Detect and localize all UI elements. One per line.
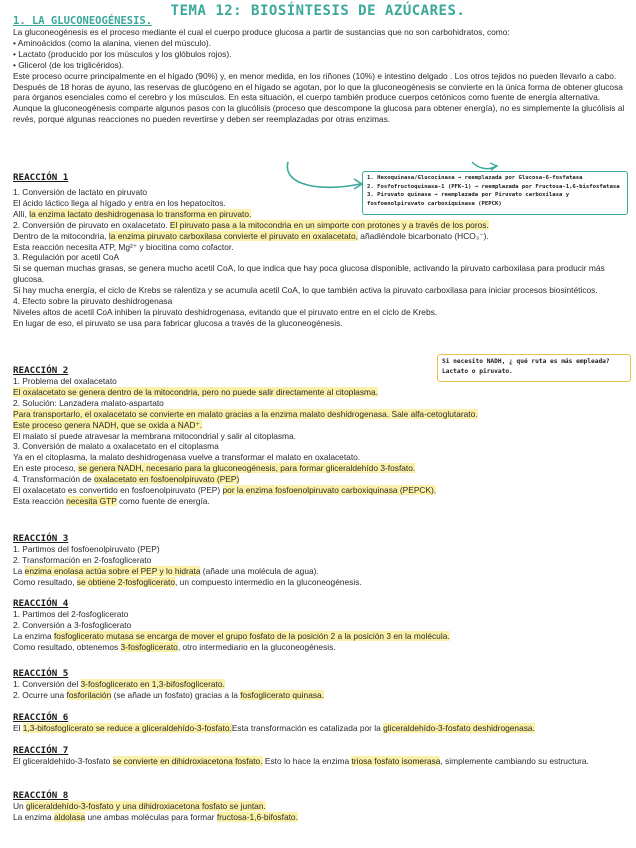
text-line: 1. Conversión de lactato en piruvato [13,187,148,197]
reaction-6-block [13,712,625,734]
reaction-1-heading: REACCIÓN 1 [13,172,69,183]
highlight: enzima enolasa actúa sobre el PEP y lo hidrata [24,565,201,576]
question-note [437,354,631,382]
text-line: 3. Regulación por acetil CoA [13,252,120,263]
highlight: se genera NADH, necesario para la gluconeogénesis, para formar gliceraldehído 3-fosfato. [78,463,416,474]
highlight: 1,3-bifosfoglicerato se reduce a gliceraldehído-3-fosfato. [22,723,232,733]
highlight: oxalacetato en fosfoenolpiruvato (PEP) [94,474,240,485]
text-line: 1. Conversión del 3-fosfoglicerato en 1,3-bifosfoglicerato. [13,679,225,689]
text-line: En lugar de eso, el piruvato se usa para fabricar glucosa a través de la gluconeogénesis. [13,317,343,328]
highlight: 3-fosfoglicerato en 1,3-bifosfoglicerato. [80,679,225,689]
reaction-2-heading: REACCIÓN 2 [13,365,69,376]
intro-line: Este proceso ocurre principalmente en el hígado (90%) y, en menor medida, en los riñones (10%) e intestino delgado . Los otros tejidos no pueden llevarlo a cabo. [13,70,617,81]
text-line: 3. Conversión de malato a oxalacetato en el citoplasma [13,441,219,452]
intro-line: La gluconeogénesis es el proceso mediante el cual el cuerpo produce glucosa a partir de sustancias que no son carbohidratos, como: [13,27,510,37]
reaction-4-heading: REACCIÓN 4 [13,598,69,609]
reaction-3-heading: REACCIÓN 3 [13,533,69,544]
highlight: gliceraldehído-3-fosfato y una dihidroxiacetona fosfato se juntan. [26,801,266,811]
intro-line: • Lactato (producido por los músculos y los glóbulos rojos). [13,48,232,59]
note-line: Si necesito NADH, ¿ qué ruta es más empleada? [442,358,610,365]
intro-line: • Glicerol (de los triglicéridos). [13,59,124,70]
reaction-1-block [13,187,625,329]
note-line: fosfoenolpiruvato carboxiquinasa (PEPCK) [367,200,502,207]
text-line: 2. Transformación en 2-fosfoglicerato [13,554,152,565]
note-line: 1. Hexoquinasa/Glucocinasa → reemplazada por Glucosa-6-fosfatasa [367,175,583,181]
text-line: El 1,3-bifosfoglicerato se reduce a gliceraldehído-3-fosfato.Esta transformación es catalizada por la gliceraldehído-3-fosfato deshidrogenasa. [13,723,535,733]
highlight: fosfoglicerato quinasa. [240,689,325,700]
text-line: La enzima fosfoglicerato mutasa se encarga de mover el grupo fosfato de la posición 2 a la posición 3 en la molécula. [13,630,450,641]
highlight: se convierte en dihidroxiacetona fosfato. [112,756,263,766]
text-line [13,387,625,398]
reaction-5-heading: REACCIÓN 5 [13,668,69,679]
text-line: Como resultado, obtenemos 3-fosfoglicerato, otro intermediario en la gluconeogénesis. [13,641,336,652]
intro-line: • Aminoácidos (como la alanina, vienen del músculo). [13,37,211,48]
text-line: Esta reacción necesita GTP como fuente de energía. [13,495,210,506]
section-heading: 1. LA GLUCONEOGÉNESIS. [13,15,153,27]
note-line: 3. Piruvato quinasa → reemplazada por Piruvato carboxilasa y [367,192,570,199]
note-line: Lactato o piruvato. [442,368,513,375]
highlight: fosforilación [66,689,112,700]
text-line: El oxalacetato es convertido en fosfoenolpiruvato (PEP) por la enzima fosfoenolpiruvato carboxiquinasa (PEPCK). [13,485,437,496]
highlight: El piruvato pasa a la mitocondria en un simporte con protones y a través de los poros. [169,219,489,230]
text-line [13,409,625,420]
highlight: Este proceso genera NADH, que se oxida a NAD⁺. [13,419,203,430]
text-line: 2. Solución: Lanzadera malato-aspartato [13,397,164,408]
text-line: Dentro de la mitocondria, la enzima piruvato carboxilasa convierte el piruvato en oxalacetato, añadiéndole bicarbonato (HCO₃⁻). [13,230,489,241]
reaction-7-heading: REACCIÓN 7 [13,745,69,756]
text-line: Ya en el citoplasma, la malato deshidrogenasa vuelve a transformar el malato en oxalacetato. [13,452,361,463]
reaction-8-heading: REACCIÓN 8 [13,790,69,801]
text-line: En este proceso, se genera NADH, necesario para la gluconeogénesis, para formar gliceraldehído 3-fosfato. [13,463,416,474]
text-line: La enzima aldolasa une ambas moléculas para formar fructosa-1,6-bifosfato. [13,811,298,822]
reaction-5-block [13,668,625,701]
text-line: Si hay mucha energía, el ciclo de Krebs se ralentiza y se acumula acetil CoA, lo que también activa la piruvato carboxilasa para iniciar procesos biosintéticos. [13,285,598,296]
highlight: necesita GTP [66,495,117,506]
text-line: La enzima enolasa actúa sobre el PEP y lo hidrata (añade una molécula de agua). [13,565,319,576]
text-line: 2. Conversión de piruvato en oxalacetato. El piruvato pasa a la mitocondria en un simporte con protones y a través de los poros. [13,219,489,230]
note-line: 2. Fosfofructoquinasa-1 (PFK-1) → reemplazada por Fructosa-1,6-bisfosfatasa [367,183,620,190]
highlight: se obtiene 2-fosfoglicerato [76,576,176,587]
highlight: la enzima lactato deshidrogenasa lo transforma en piruvato. [29,208,252,219]
text-line: Como resultado, se obtiene 2-fosfoglicerato, un compuesto intermedio en la gluconeogénesis. [13,576,362,587]
highlight: por la enzima fosfoenolpiruvato carboxiquinasa (PEPCK). [222,485,437,496]
highlight: El oxalacetato se genera dentro de la mitocondria, pero no puede salir directamente al citoplasma. [13,386,378,397]
text-line: 1. Partimos del fosfoenolpiruvato (PEP) [13,544,160,554]
intro-line: Después de 18 horas de ayuno, las reservas de glucógeno en el hígado se agotan, por lo que la gluconeogénesis se convierte en la única forma de obtener glucosa para órganos esenciales como el cerebro y los músculos. En esta situación, el cuerpo también produce cuerpos cetónicos como fuente de energía alternativa. [13,81,623,103]
highlight: aldolasa [53,811,86,822]
text-line: Allí, la enzima lactato deshidrogenasa lo transforma en piruvato. [13,208,252,219]
text-line: Un gliceraldehído-3-fosfato y una dihidroxiacetona fosfato se juntan. [13,801,266,811]
reaction-1-header [13,172,358,183]
text-line: 1. Problema del oxalacetato [13,376,117,386]
text-line: 2. Ocurre una fosforilación (se añade un fosfato) gracias a la fosfoglicerato quinasa. [13,689,325,700]
reaction-7-block [13,745,625,767]
text-line: El malato sí puede atravesar la membrana mitocondrial y salir al citoplasma. [13,430,297,441]
text-line: El gliceraldehído-3-fosfato se convierte en dihidroxiacetona fosfato. Esto lo hace la enzima triosa fosfato isomerasa, simplemente cambiando su estructura. [13,756,589,766]
highlight: fructosa-1,6-bifosfato. [216,811,298,822]
highlight: gliceraldehído-3-fosfato deshidrogenasa. [383,723,535,733]
highlight: la enzima piruvato carboxilasa convierte el piruvato en oxalacetato, [108,230,358,241]
highlight: triosa fosfato isomerasa [351,756,441,766]
text-line: 1. Partimos del 2-fosfoglicerato [13,609,129,619]
highlight: fosfoglicerato mutasa se encarga de mover el grupo fosfato de la posición 2 a la posición 3 en la molécula. [53,630,450,641]
text-line: 4. Transformación de oxalacetato en fosfoenolpiruvato (PEP) [13,474,240,485]
text-line: 4. Efecto sobre la piruvato deshidrogenasa [13,296,173,307]
page-title: TEMA 12: BIOSÍNTESIS DE AZÚCARES. [170,3,466,19]
reaction-8-block [13,790,625,823]
reaction-3-block [13,533,625,588]
text-line: El ácido láctico llega al hígado y entra en los hepatocitos. [13,197,226,208]
highlight: Para transportarlo, el oxalacetato se convierte en malato gracias a la enzima malato deshidrogenasa. Sale alfa-cetoglutarato. [13,408,478,419]
text-line: Si se queman muchas grasas, se genera mucho acetil CoA, lo que indica que hay poca glucosa disponible, activando la piruvato carboxilasa para producir más glucosa. [13,263,605,285]
reaction-4-block [13,598,625,653]
reaction-6-heading: REACCIÓN 6 [13,712,69,723]
intro-block [13,27,625,125]
text-line: Esta reacción necesita ATP, Mg²⁺ y biocitina como cofactor. [13,241,234,252]
text-line: Niveles altos de acetil CoA inhiben la piruvato deshidrogenasa, evitando que el piruvato entre en el ciclo de Krebs. [13,306,438,317]
intro-line: Aunque la gluconeogénesis comparte algunos pasos con la glucólisis (proceso que descompone la glucosa para obtener energía), no es simplemente la glucólisis al revés, porque algunas reacciones no pueden revertirse y deben ser reemplazadas por otras enzimas. [13,103,625,125]
highlight: 3-fosfoglicerato [120,641,178,652]
text-line [13,420,433,431]
text-line: 2. Conversión a 3-fosfoglicerato [13,619,132,630]
